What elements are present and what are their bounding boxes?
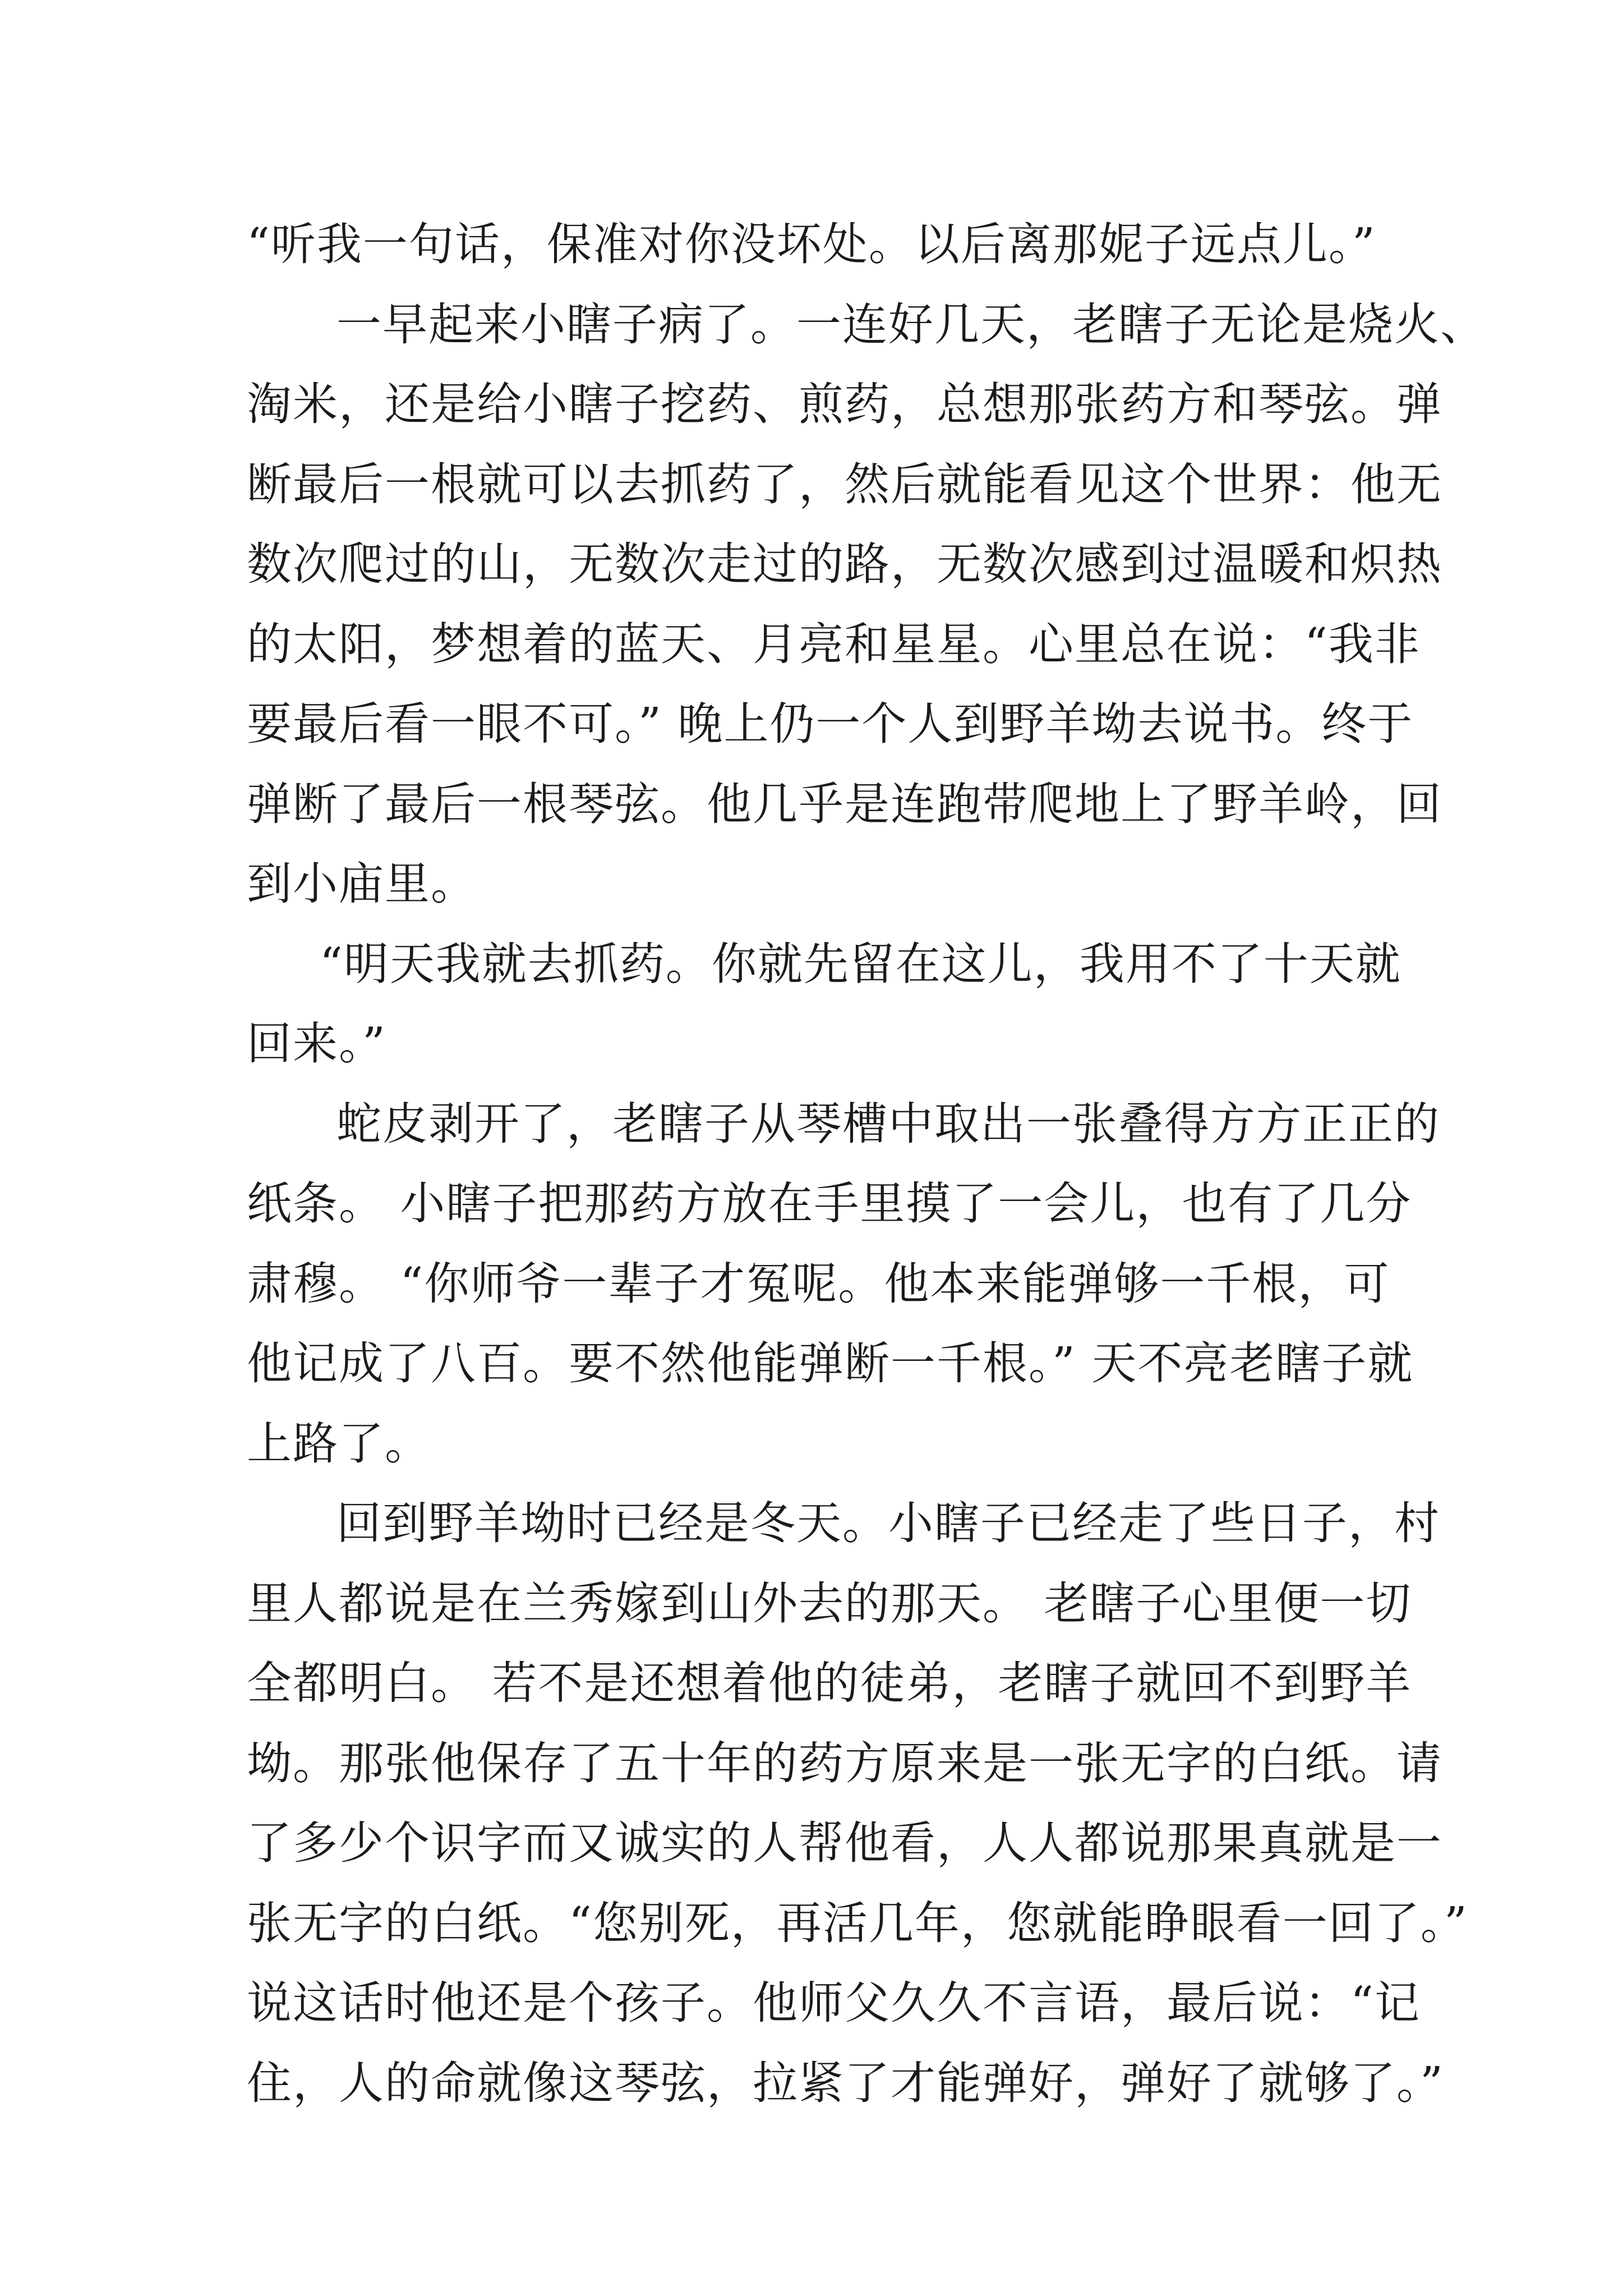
text-line: “听我一句话，保准对你没坏处。以后离那妮子远点儿。”: [247, 218, 1376, 270]
paragraph-start-line: 蛇皮剥开了，老瞎子从琴槽中取出一张叠得方方正正的: [336, 1097, 1440, 1150]
text-line: 断最后一根就可以去抓药了，然后就能看见这个世界：他无: [247, 458, 1442, 510]
text-line: 坳。那张他保存了五十年的药方原来是一张无字的白纸。请: [247, 1737, 1442, 1789]
text-line: 肃穆。 “你师爷一辈子才冤呢。他本来能弹够一千根，可: [247, 1257, 1390, 1310]
text-line: 的太阳，梦想着的蓝天、月亮和星星。心里总在说：“我非: [247, 618, 1421, 670]
text-line: 上路了。: [247, 1417, 431, 1470]
text-line: 张无字的白纸。“您别死，再活几年，您就能睁眼看一回了。”: [247, 1897, 1468, 1949]
text-line: 里人都说是在兰秀嫁到山外去的那天。 老瞎子心里便一切: [247, 1577, 1412, 1630]
paragraph-start-line: 回到野羊坳时已经是冬天。小瞎子已经走了些日子，村: [336, 1497, 1440, 1549]
body-text: [247, 205, 1486, 2123]
text-line: 到小庙里。: [247, 858, 477, 910]
text-line: 住，人的命就像这琴弦，拉紧了才能弹好，弹好了就够了。”: [247, 2056, 1444, 2109]
text-line: 淘米，还是给小瞎子挖药、煎药，总想那张药方和琴弦。弹: [247, 378, 1442, 430]
paragraph-start-line: “明天我就去抓药。你就先留在这儿，我用不了十天就: [320, 937, 1401, 990]
text-line: 他记成了八百。要不然他能弹断一千根。” 天不亮老瞎子就: [247, 1337, 1414, 1389]
text-line: 了多少个识字而又诚实的人帮他看，人人都说那果真就是一: [247, 1817, 1442, 1869]
text-line: 弹断了最后一根琴弦。他几乎是连跑带爬地上了野羊岭，回: [247, 777, 1442, 830]
text-line: 数次爬过的山，无数次走过的路，无数次感到过温暖和炽热: [247, 538, 1442, 590]
text-line: 说这话时他还是个孩子。他师父久久不言语，最后说：“记: [247, 1977, 1421, 2029]
text-line: 回来。”: [247, 1018, 386, 1070]
text-line: 全都明白。 若不是还想着他的徒弟，老瞎子就回不到野羊: [247, 1657, 1412, 1709]
text-line: 要最后看一眼不可。” 晚上仍一个人到野羊坳去说书。终于: [247, 698, 1414, 750]
text-line: 纸条。 小瞎子把那药方放在手里摸了一会儿，也有了几分: [247, 1177, 1412, 1230]
paragraph-start-line: 一早起来小瞎子病了。一连好几天，老瞎子无论是烧火、: [336, 298, 1486, 351]
